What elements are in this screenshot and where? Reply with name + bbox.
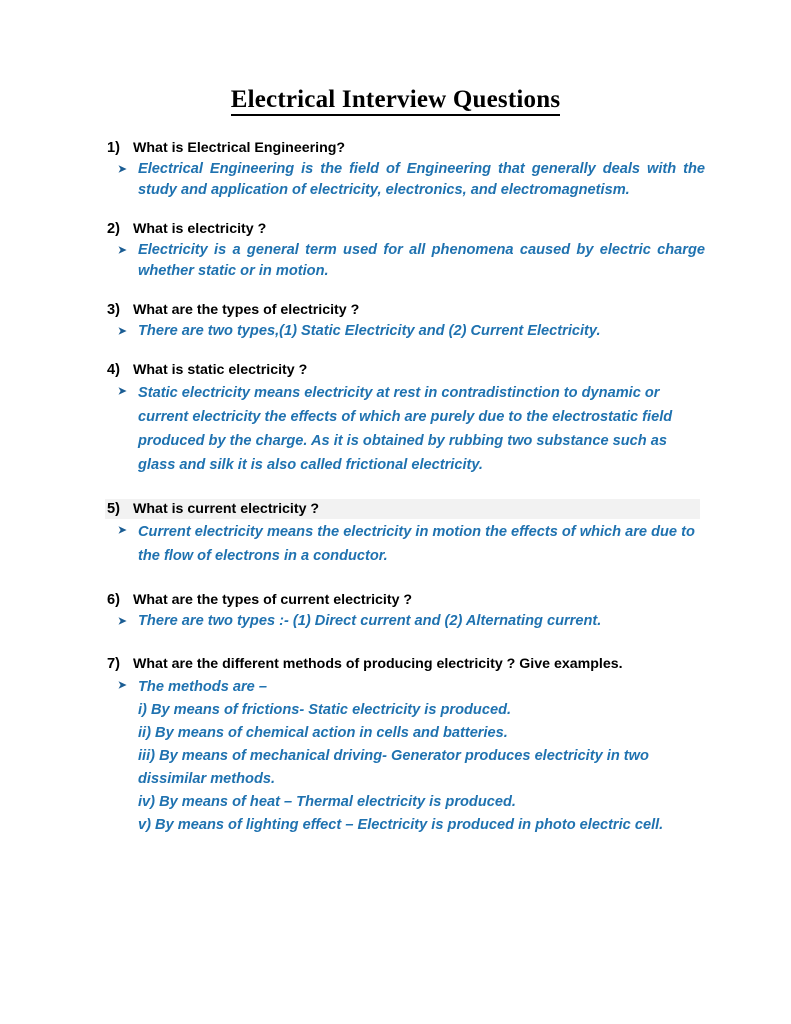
arrow-bullet-icon: [118, 381, 129, 396]
block-spacer: [105, 292, 705, 300]
question-number-3: 3): [107, 302, 120, 318]
questions-list: [105, 138, 705, 847]
answer-row-2: [105, 240, 705, 282]
question-row-5: [105, 499, 700, 519]
arrow-bullet-icon: [118, 159, 129, 174]
question-number-7: 7): [107, 656, 120, 672]
question-text-7: What are the different methods of producing electricity ? Give examples.: [133, 656, 623, 672]
qa-block-4: [105, 360, 705, 477]
qa-block-3: [105, 300, 705, 342]
answer-row-1: [105, 159, 705, 201]
block-spacer: [105, 487, 705, 499]
arrow-bullet-icon: [118, 240, 129, 255]
question-number-5: 5): [107, 501, 120, 517]
block-spacer: [105, 211, 705, 219]
block-spacer: [105, 642, 705, 654]
question-number-1: 1): [107, 140, 120, 156]
answer-text-4: Static electricity means electricity at rest in contradistinction to dynamic or current electricity the effects of which are purely due to the electrostatic field produced by the charge. As it is obtained by rubbing two substance such as glass and silk it is also called frictional electricity.: [138, 385, 673, 473]
answer-row-5: [105, 520, 705, 568]
answer-text-7: The methods are –: [138, 679, 267, 695]
question-text-1: What is Electrical Engineering?: [133, 140, 346, 156]
qa-block-7: [105, 654, 705, 837]
list-item: iii) By means of mechanical driving- Generator produces electricity in two dissimilar methods.: [138, 748, 649, 787]
arrow-bullet-icon: [118, 675, 129, 690]
list-item: i) By means of frictions- Static electricity is produced.: [138, 702, 512, 718]
block-spacer: [105, 578, 705, 590]
arrow-bullet-icon: [118, 520, 129, 535]
question-row-7: [105, 654, 705, 674]
arrow-bullet-icon: [118, 611, 129, 626]
question-text-6: What are the types of current electricity ?: [133, 592, 413, 608]
qa-block-2: [105, 219, 705, 282]
question-row-4: [105, 360, 705, 380]
answer-text-3: There are two types,(1) Static Electricity and (2) Current Electricity.: [138, 323, 601, 339]
qa-block-6: [105, 590, 705, 632]
qa-block-5: [105, 499, 705, 568]
answer-row-4: [105, 381, 698, 477]
question-number-4: 4): [107, 362, 120, 378]
question-number-6: 6): [107, 592, 120, 608]
block-spacer: [105, 352, 705, 360]
question-number-2: 2): [107, 221, 120, 237]
arrow-bullet-icon: [118, 321, 129, 336]
qa-block-1: [105, 138, 705, 201]
answer-row-6: [105, 611, 705, 632]
question-row-1: [105, 138, 705, 158]
list-item: ii) By means of chemical action in cells and batteries.: [138, 725, 508, 741]
answer-row-7: [105, 675, 705, 837]
page-title-text: Electrical Interview Questions: [231, 86, 561, 116]
page-title: [0, 86, 791, 114]
question-text-2: What is electricity ?: [133, 221, 267, 237]
answer-text-2: Electricity is a general term used for all phenomena caused by electric charge whether static or in motion.: [138, 242, 705, 279]
method-list: [138, 699, 705, 837]
question-text-3: What are the types of electricity ?: [133, 302, 360, 318]
question-row-6: [105, 590, 705, 610]
answer-row-3: [105, 321, 705, 342]
answer-text-5: Current electricity means the electricity in motion the effects of which are due to the flow of electrons in a conductor.: [138, 524, 695, 564]
question-row-2: [105, 219, 705, 239]
question-text-5: What is current electricity ?: [133, 501, 320, 517]
question-row-3: [105, 300, 705, 320]
answer-text-6: There are two types :- (1) Direct current and (2) Alternating current.: [138, 613, 602, 629]
list-item: iv) By means of heat – Thermal electricity is produced.: [138, 794, 516, 810]
list-item: v) By means of lighting effect – Electricity is produced in photo electric cell.: [138, 817, 664, 833]
answer-text-1: Electrical Engineering is the field of Engineering that generally deals with the study and application of electricity, electronics, and electromagnetism.: [138, 161, 705, 198]
question-text-4: What is static electricity ?: [133, 362, 308, 378]
